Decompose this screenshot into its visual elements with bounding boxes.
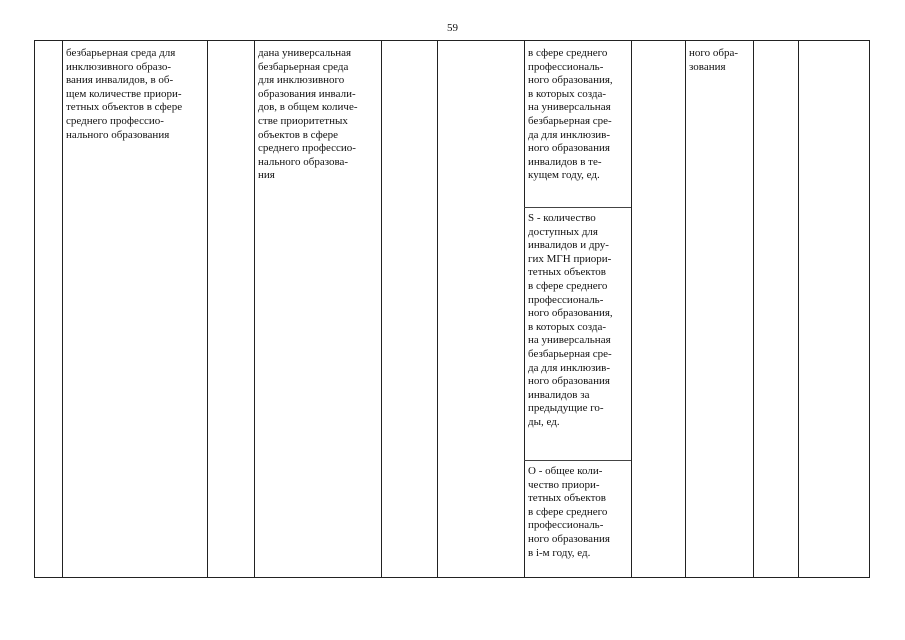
cell-divider — [524, 460, 631, 461]
formula-item-2: S - количество доступных для инвалидов и дру- гих МГН приори- тетных объектов в сфере среднего профессиональ- ного образования, в которых созда- на универсальная безбарьерная сре- да для инклюзив- ного образования инвалидов за предыдущие го- ды, ед. — [528, 212, 613, 428]
column-divider — [437, 41, 438, 577]
indicator-name-text: безбарьерная среда для инклюзивного образо- вания инвалидов, в об- щем количестве приори- тетных объектов в сфере среднего профессио- нального образования — [66, 47, 183, 141]
column-divider — [631, 41, 632, 577]
page-number: 59 — [447, 22, 458, 34]
column-divider — [753, 41, 754, 577]
table — [34, 40, 870, 578]
cell-divider — [524, 207, 631, 208]
formula-item-1: в сфере среднего профессиональ- ного образования, в которых созда- на универсальная безбарьерная сре- да для инклюзив- ного образования инвалидов в те- кущем году, ед. — [528, 47, 613, 182]
column-divider — [798, 41, 799, 577]
indicator-definition-text: дана универсальная безбарьерная среда для инклюзивного образования инвали- дов, в общем количе- стве приоритетных объектов в сфере среднего профессио- нального образова- ния — [258, 47, 358, 182]
column-divider — [381, 41, 382, 577]
column-divider — [685, 41, 686, 577]
column-divider — [524, 41, 525, 577]
formula-item-3: О - общее коли- чество приори- тетных объектов в сфере среднего профессиональ- ного образования в i-м году, ед. — [528, 465, 610, 559]
column-divider — [254, 41, 255, 577]
column-divider — [62, 41, 63, 577]
source-text: ного обра- зования — [689, 47, 739, 73]
column-divider — [207, 41, 208, 577]
